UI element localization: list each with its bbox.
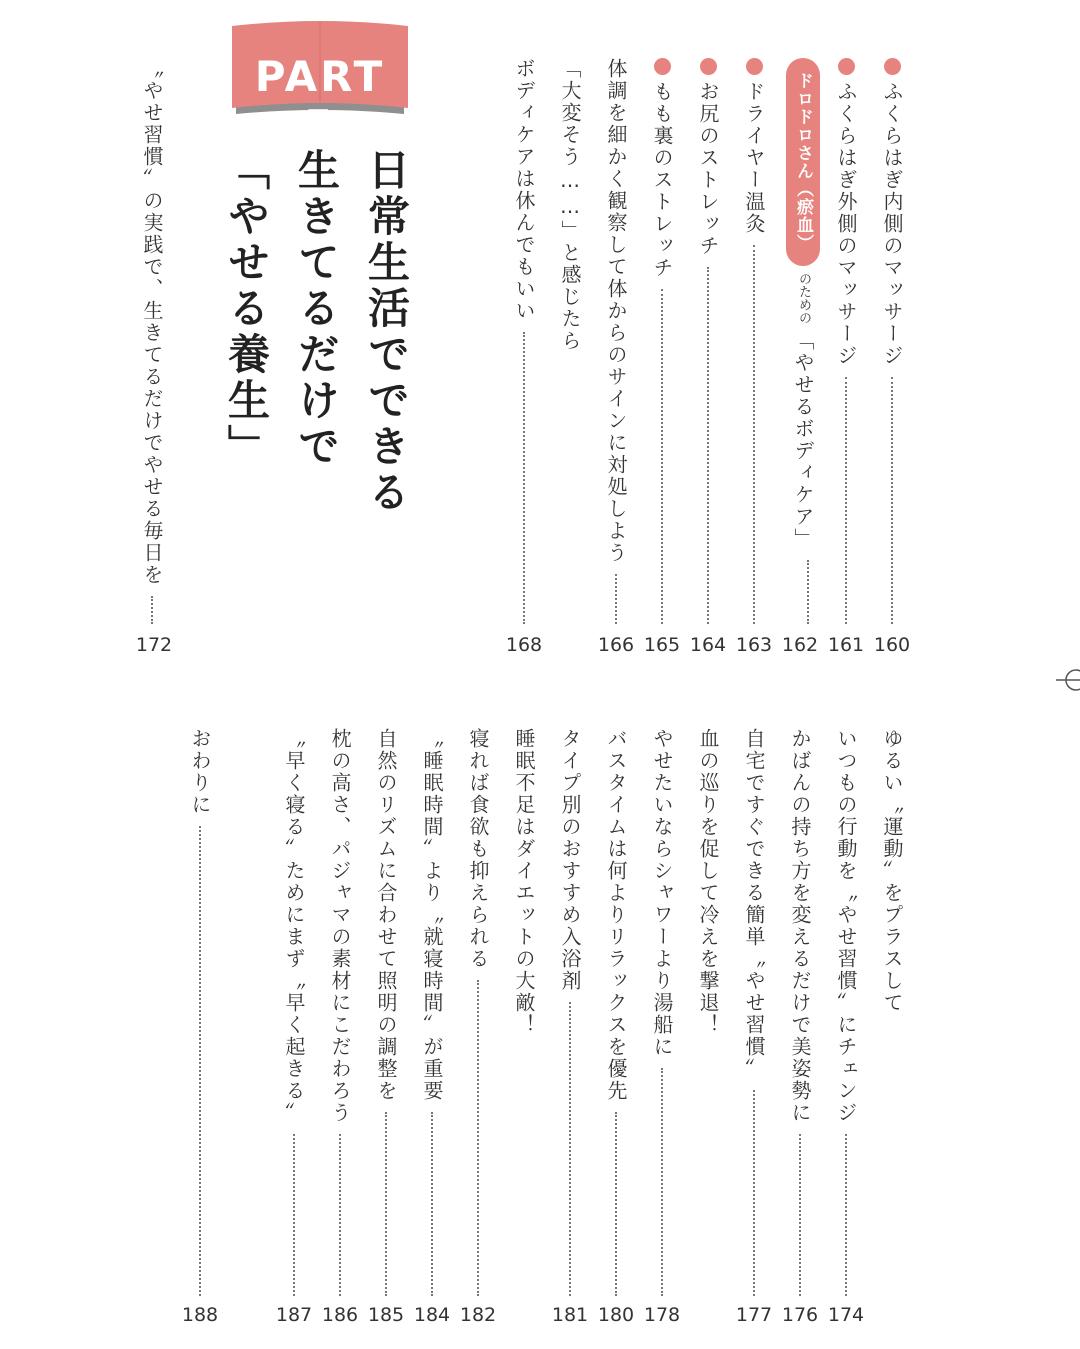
part-label: PART 5 (254, 52, 386, 150)
entry-text: 「やせるボディケア」 (791, 330, 815, 550)
toc-entry (512, 728, 536, 1300)
entry-text: ゆるい〝運動〟をプラスして (880, 728, 904, 1014)
dotted-leader (293, 1134, 295, 1296)
dotted-leader (431, 1112, 433, 1296)
toc-entry[interactable] (788, 728, 812, 1300)
entry-text: 寝れば食欲も抑えられる (466, 728, 490, 970)
toc-entry[interactable] (742, 728, 766, 1300)
toc-entry[interactable] (650, 728, 674, 1300)
entry-text: もも裏のストレッチ (650, 81, 674, 279)
bullet-dot-icon (838, 58, 855, 75)
badge-note: のための (796, 272, 811, 324)
toc-entry[interactable] (834, 58, 858, 628)
toc-entry[interactable] (834, 728, 858, 1300)
page-number: 177 (735, 1304, 773, 1326)
entry-text: 自宅ですぐできる簡単〝やせ習慣〟 (742, 728, 766, 1080)
toc-entry[interactable] (786, 58, 820, 628)
part-title-line-1: 日常生活でできる (362, 148, 411, 516)
dotted-leader (707, 267, 709, 624)
page-number: 164 (689, 634, 727, 656)
dotted-leader (891, 377, 893, 624)
page-number: 172 (135, 634, 173, 656)
toc-entry (696, 728, 720, 1300)
entry-text: ボディケアは休んでもいい (512, 58, 536, 322)
dotted-leader (845, 377, 847, 624)
page-number: 163 (735, 634, 773, 656)
page-number: 178 (643, 1304, 681, 1326)
toc-entry (880, 728, 904, 1300)
dotted-leader (385, 1112, 387, 1296)
page-number: 161 (827, 634, 865, 656)
entry-text: おわりに (188, 728, 212, 816)
entry-text: やせたいならシャワーより湯船に (650, 728, 674, 1058)
bullet-dot-icon (884, 58, 901, 75)
part-title-line-2: 生きてるだけで (292, 148, 341, 470)
page-number: 181 (551, 1304, 589, 1326)
page-divider-icon (1056, 668, 1080, 692)
entry-text: 〝早く寝る〟ためにまず〝早く起きる〟 (282, 728, 306, 1124)
toc-entry[interactable] (558, 728, 582, 1300)
bullet-dot-icon (654, 58, 671, 75)
page-number: 186 (321, 1304, 359, 1326)
toc-entry[interactable] (696, 58, 720, 628)
page-number: 185 (367, 1304, 405, 1326)
page-number: 176 (781, 1304, 819, 1326)
toc-entry[interactable] (374, 728, 398, 1300)
entry-text: ふくらはぎ内側のマッサージ (880, 81, 904, 367)
entry-text: 自然のリズムに合わせて照明の調整を (374, 728, 398, 1102)
toc-entry[interactable] (604, 728, 628, 1300)
bullet-dot-icon (746, 58, 763, 75)
page-number: 162 (781, 634, 819, 656)
toc-entry (558, 58, 582, 628)
dotted-leader (151, 596, 153, 624)
dotted-leader (477, 980, 479, 1296)
entry-text: 睡眠不足はダイエットの大敵！ (512, 728, 536, 1036)
entry-text: バスタイムは何よりリラックスを優先 (604, 728, 628, 1102)
toc-entry[interactable] (604, 58, 628, 628)
page-number: 180 (597, 1304, 635, 1326)
toc-entry[interactable] (282, 728, 306, 1300)
entry-text: 枕の高さ、パジャマの素材にこだわろう (328, 728, 352, 1124)
bullet-dot-icon (700, 58, 717, 75)
entry-text: 〝睡眠時間〟より〝就寝時間〟が重要 (420, 728, 444, 1102)
entry-text: ドライヤー温灸 (742, 81, 766, 235)
page-number: 165 (643, 634, 681, 656)
toc-entry-intro[interactable] (140, 58, 164, 628)
entry-text: 血の巡りを促して冷えを撃退！ (696, 728, 720, 1036)
toc-entry[interactable] (650, 58, 674, 628)
toc-entry[interactable] (742, 58, 766, 628)
dotted-leader (753, 1090, 755, 1296)
entry-text: かばんの持ち方を変えるだけで美姿勢に (788, 728, 812, 1124)
dotted-leader (807, 560, 809, 624)
toc-entry[interactable] (466, 728, 490, 1300)
toc-entry[interactable] (512, 58, 536, 628)
entry-text: 〝やせ習慣〟の実践で、生きてるだけでやせる毎日を (140, 58, 164, 586)
entry-text: お尻のストレッチ (696, 81, 720, 257)
page-number: 187 (275, 1304, 313, 1326)
dotted-leader (753, 245, 755, 624)
page-number: 182 (459, 1304, 497, 1326)
page-number: 188 (181, 1304, 219, 1326)
entry-text: いつもの行動を〝やせ習慣〟にチェンジ (834, 728, 858, 1124)
toc-entry-afterword[interactable] (188, 728, 212, 1300)
dotted-leader (339, 1134, 341, 1296)
dotted-leader (845, 1134, 847, 1296)
page-number: 174 (827, 1304, 865, 1326)
dotted-leader (199, 826, 201, 1296)
part-title-line-3: 「やせる養生」 (222, 148, 271, 470)
page-number: 166 (597, 634, 635, 656)
entry-text: ふくらはぎ外側のマッサージ (834, 81, 858, 367)
page-number: 168 (505, 634, 543, 656)
type-badge: ドロドロさん（瘀血） (786, 58, 820, 266)
toc-entry[interactable] (880, 58, 904, 628)
dotted-leader (523, 332, 525, 624)
page-number: 184 (413, 1304, 451, 1326)
dotted-leader (799, 1134, 801, 1296)
dotted-leader (615, 1112, 617, 1296)
dotted-leader (661, 289, 663, 624)
entry-text: 体調を細かく観察して体からのサインに対処しよう (604, 58, 628, 564)
dotted-leader (615, 574, 617, 624)
dotted-leader (569, 1002, 571, 1296)
toc-entry[interactable] (420, 728, 444, 1300)
entry-text: 「大変そう……」と感じたら (558, 58, 582, 352)
entry-text: タイプ別のおすすめ入浴剤 (558, 728, 582, 992)
toc-entry[interactable] (328, 728, 352, 1300)
dotted-leader (661, 1068, 663, 1296)
page-number: 160 (873, 634, 911, 656)
